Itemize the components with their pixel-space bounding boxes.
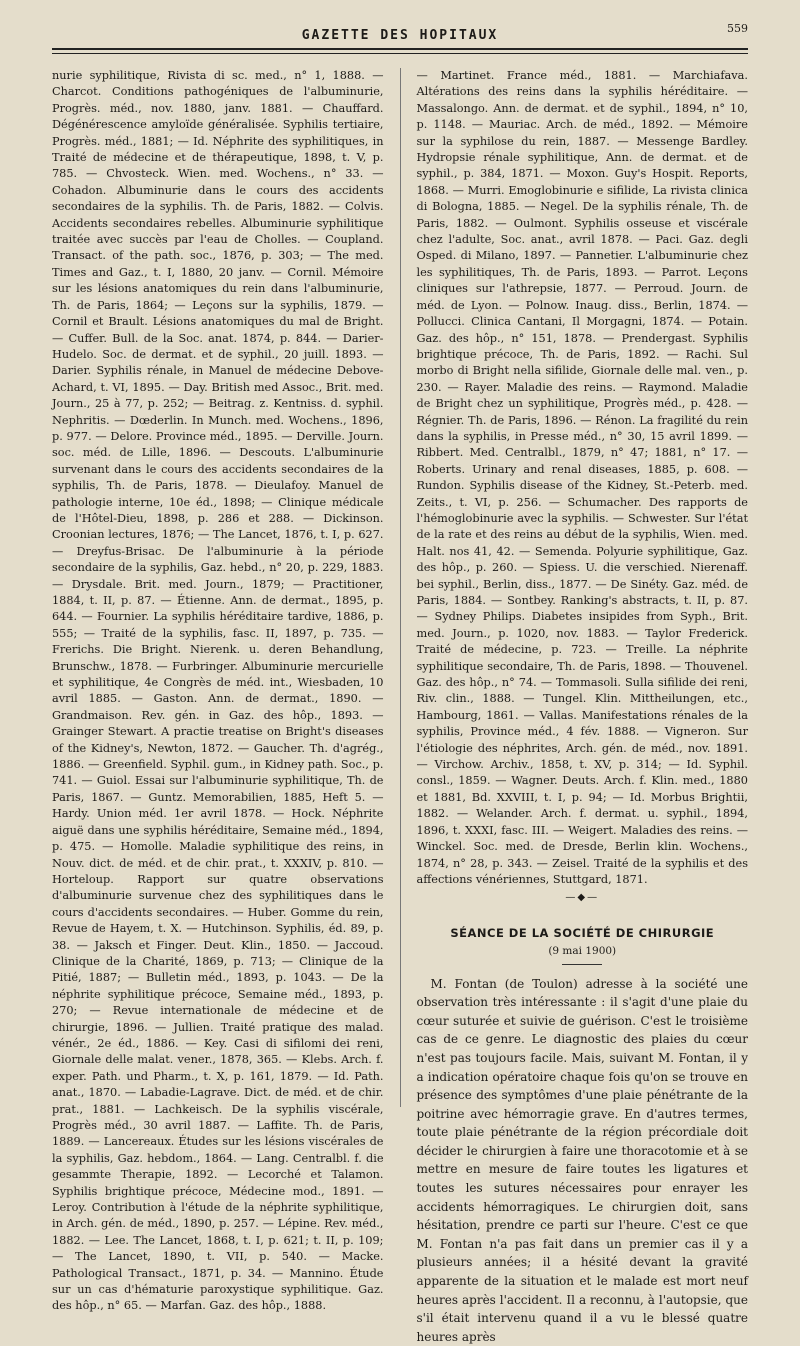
header-rule xyxy=(52,48,748,50)
page-header xyxy=(52,14,748,60)
right-column xyxy=(416,68,749,1344)
article-paragraph: M. Fontan (de Toulon) adresse à la société une observation très intéressante : il s'agit d'une plaie du cœur suturée et suivie de guérison. C'est le troisième cas de ce genre. Le diagnostic des plaies du cœur n'est pas toujours facile. Mais, suivant M. Fontan, il y a indication opératoire chaque fois qu'on se trouve en présence des symptômes d'une plaie pénétrante de la poitrine avec hémorragie grave. En d'autres termes, toute plaie pénétrante de la région précordiale doit décider le chirurgien à faire une thoracotomie et à se mettre en mesure de faire toutes les ligatures et toutes les sutures nécessaires pour enrayer les accidents hémorragiques. Le chirurgien doit, sans hésitation, prendre ce parti sur l'heure. C'est ce que M. Fontan n'a pas fait dans un premier cas il y a plusieurs années; il a hésité devant la gravité apparente de la situation et le malade est mort neuf heures après l'accident. Il a reconnu, à l'autopsie, que s'il était intervenu quand il a vu le blessé quatre heures après xyxy=(416,976,748,1344)
bibliography-text-right: — Martinet. France méd., 1881. — Marchiafava. Altérations des reins dans la syphilis héréditaire. — Massalongo. Ann. de dermat. et de syphil., 1894, n° 10, p. 1148. — Mauriac. Arch. de méd., 1892. — Mémoire sur la syphilose du rein, 1887. — Messenge Bardley. Hydropsie rénale syphilitique, Ann. de dermat. et de syphil., p. 384, 1871. — Moxon. Guy's Hospit. Reports, 1868. — Murri. Emoglobinurie e sifilide, La rivista clinica di Bologna, 1885. — Negel. De la syphilis rénale, Th. de Paris, 1882. — Oulmont. Syphilis osseuse et viscérale chez l'adulte, Soc. anat., avril 1878. — Paci. Gaz. degli Osped. di Milano, 1897. — Pannetier. L'albuminurie chez les syphilitiques, Th. de Paris, 1893. — Parrot. Leçons cliniques sur l'athrepsie, 1877. — Perroud. Journ. de méd. de Lyon. — Polnow. Inaug. diss., Berlin, 1874. — Pollucci. Clinica Cantani, Il Morgagni, 1874. — Potain. Gaz. des hôp., n° 151, 1878. — Prendergast. Syphilis brightique précoce, Th. de Paris, 1892. — Rachi. Sul morbo di Bright nella sifilide, Giornale delle mal. ven., p. 230. — Rayer. Maladie des reins. — Raymond. Maladie de Bright chez un syphilitique, Progrès méd., p. 428. — Régnier. Th. de Paris, 1896. — Rénon. La fragilité du rein dans la syphilis, in Presse méd., n° 30, 15 avril 1899. — Ribbert. Med. Centralbl., 1879, n° 47; 1881, n° 17. — Roberts. Urinary and renal diseases, 1885, p. 608. — Rundon. Syphilis disease of the Kidney, St.-Peterb. med. Zeits., t. VI, p. 256. — Schumacher. Des rapports de l'hémoglobinurie avec la syphilis. — Schwester. Sur l'état de la rate et des reins au début de la syphilis, Wien. med. Halt. nos 41, 42. — Semenda. Polyurie syphilitique, Gaz. des hôp., p. 260. — Spiess. U. die verschied. Nierenaff. bei syphil., Berlin, diss., 1877. — De Sinéty. Gaz. méd. de Paris, 1884. — Sontbey. Ranking's abstracts, t. II, p. 87. — Sydney Philips. Diabetes insipides from Syph., Brit. med. Journ., p. 1020, nov. 1883. — Taylor Frederick. Traité de médecine, p. 723. — Treille. La néphrite syphilitique secondaire, Th. de Paris, 1898. — Thouvenel. Gaz. des hôp., n° 74. — Tommasoli. Sulla sifilide dei reni, Riv. clin., 1888. — Tungel. Klin. Mittheilungen, etc., Hambourg, 1861. — Vallas. Manifestations rénales de la syphilis, Province méd., 4 fév. 1888. — Vigneron. Sur l'étiologie des néphrites, Arch. gén. de méd., nov. 1891. — Virchow. Archiv., 1858, t. XV, p. 314; — Id. Syphil. consl., 1859. — Wagner. Deuts. Arch. f. Klin. med., 1880 et 1881, Bd. XXVIII, t. I, p. 94; — Id. Morbus Brightii, 1882. — Welander. Arch. f. dermat. u. syphil., 1894, 1896, t. XXXI, fasc. III. — Weigert. Maladies des reins. — Winckel. Soc. med. de Dresde, Berlin klin. Wochens., 1874, n° 28, p. 343. — Zeisel. Traité de la syphilis et des affections vénériennes, Stuttgard, 1871. xyxy=(416,69,748,886)
text-columns xyxy=(52,68,748,1344)
running-title: GAZETTE DES HOPITAUX xyxy=(301,28,499,43)
bibliography-text-left: nurie syphilitique, Rivista di sc. med., n° 1, 1888. — Charcot. Conditions pathogéniques de l'albuminurie, Progrès. méd., nov. 1880, janv. 1881. — Chauffard. Dégénérescence amyloïde généralisée. Syphilis tertiaire, Progrès. méd., 1881; — Id. Néphrite des syphilitiques, in Traité de médecine et de thérapeutique, 1898, t. V, p. 785. — Chvosteck. Wien. med. Wochens., n° 33. — Cohadon. Albuminurie dans le cours des accidents secondaires de la syphilis. Th. de Paris, 1882. — Colvis. Accidents secondaires rebelles. Albuminurie syphilitique traitée avec succès par l'eau de Cholles. — Coupland. Transact. of the path. soc., 1876, p. 303; — The med. Times and Gaz., t. I, 1880, 20 janv. — Cornil. Mémoire sur les lésions anatomiques du rein dans l'albuminurie, Th. de Paris, 1864; — Leçons sur la syphilis, 1879. — Cornil et Brault. Lésions anatomiques du mal de Bright. — Cuffer. Bull. de la Soc. anat. 1874, p. 844. — Darier-Hudelo. Soc. de dermat. et de syphil., 20 juill. 1893. — Darier. Syphilis rénale, in Manuel de médecine Debove-Achard, t. VI, 1895. — Day. British med Assoc., Brit. med. Journ., 25 à 77, p. 252; — Beitrag. z. Kentniss. d. syphil. Nephritis. — Dœderlin. In Munch. med. Wochens., 1896, p. 977. — Delore. Province méd., 1895. — Derville. Journ. soc. méd. de Lille, 1896. — Descouts. L'albuminurie survenant dans le cours des accidents secondaires de la syphilis, Th. de Paris, 1878. — Dieulafoy. Manuel de pathologie interne, 10e éd., 1898; — Clinique médicale de l'Hôtel-Dieu, 1898, p. 286 et 288. — Dickinson. Croonian lectures, 1876; — The Lancet, 1876, t. I, p. 627. — Dreyfus-Brisac. De l'albuminurie à la période secondaire de la syphilis, Gaz. hebd., n° 20, p. 229, 1883. — Drysdale. Brit. med. Journ., 1879; — Practitioner, 1884, t. II, p. 87. — Étienne. Ann. de dermat., 1895, p. 644. — Fournier. La syphilis héréditaire tardive, 1886, p. 555; — Traité de la syphilis, fasc. II, 1897, p. 735. — Frerichs. Die Bright. Nierenk. u. deren Behandlung, Brunschw., 1878. — Furbringer. Albuminurie mercurielle et syphilitique, 4e Congrès de méd. int., Wiesbaden, 10 avril 1885. — Gaston. Ann. de dermat., 1890. — Grandmaison. Rev. gén. in Gaz. des hôp., 1893. — Grainger Stewart. A practie treatise on Bright's diseases of the Kidney's, Newton, 1872. — Gaucher. Th. d'agrég., 1886. — Greenfield. Syphil. gum., in Kidney path. Soc., p. 741. — Guiol. Essai sur l'albuminurie syphilitique, Th. de Paris, 1867. — Guntz. Memorabilien, 1885, Heft 5. — Hardy. Union méd. 1er avril 1878. — Hock. Néphrite aiguë dans une syphilis héréditaire, Semaine méd., 1894, p. 475. — Homolle. Maladie syphilitique des reins, in Nouv. dict. de méd. et de chir. prat., t. XXXIV, p. 810. — Horteloup. Rapport sur quatre observations d'albuminurie survenue chez des syphilitiques dans le cours d'accidents secondaires. — Huber. Gomme du rein, Revue de Hayem, t. X. — Hutchinson. Syphilis, éd. 89, p. 38. — Jaksch et Finger. Deut. Klin., 1850. — Jaccoud. Clinique de la Charité, 1869, p. 713; — Clinique de la Pitié, 1887; — Bulletin méd., 1893, p. 1043. — De la néphrite syphilitique précoce, Semaine méd., 1893, p. 270; — Revue internationale de médecine et de chirurgie, 1896. — Jullien. Traité pratique des malad. vénér., 2e éd., 1886. — Key. Casi di sifilomi dei reni, Giornale delle malat. vener., 1878, 365. — Klebs. Arch. f. exper. Path. und Pharm., t. X, p. 161, 1879. — Id. Path. anat., 1870. — Labadie-Lagrave. Dict. de méd. et de chir. prat., 1881. — Lachkeisch. De la syphilis viscérale, Progrès méd., 30 avril 1887. — Laffite. Th. de Paris, 1889. — Lancereaux. Études sur les lésions viscérales de la syphilis, Gaz. hebdom., 1864. — Lang. Centralbl. f. die gesammte Therapie, 1892. — Lecorché et Talamon. Syphilis brightique précoce, Médecine mod., 1891. — Leroy. Contribution à l'étude de la néphrite syphilitique, in Arch. gén. de méd., 1890, p. 257. — Lépine. Rev. méd., 1882. — Lee. The Lancet, 1868, t. I, p. 621; t. II, p. 109; — The Lancet, 1890, t. VII, p. 540. — Macke. Pathological Transact., 1871, p. 34. — Mannino. Étude sur un cas d'hématurie paroxystique syphilitique. Gaz. des hôp., n° 65. — Marfan. Gaz. des hôp., 1888. xyxy=(52,69,384,1313)
left-column xyxy=(52,68,384,1313)
header-rule-thin xyxy=(52,53,748,54)
column-divider xyxy=(400,68,401,1107)
section-title: SÉANCE DE LA SOCIÉTÉ DE CHIRURGIE xyxy=(450,925,715,940)
section-date: (9 mai 1900) xyxy=(548,945,617,958)
section-rule xyxy=(562,964,602,965)
page-number: 559 xyxy=(727,22,748,35)
ornament-divider: —◆— xyxy=(565,892,600,904)
